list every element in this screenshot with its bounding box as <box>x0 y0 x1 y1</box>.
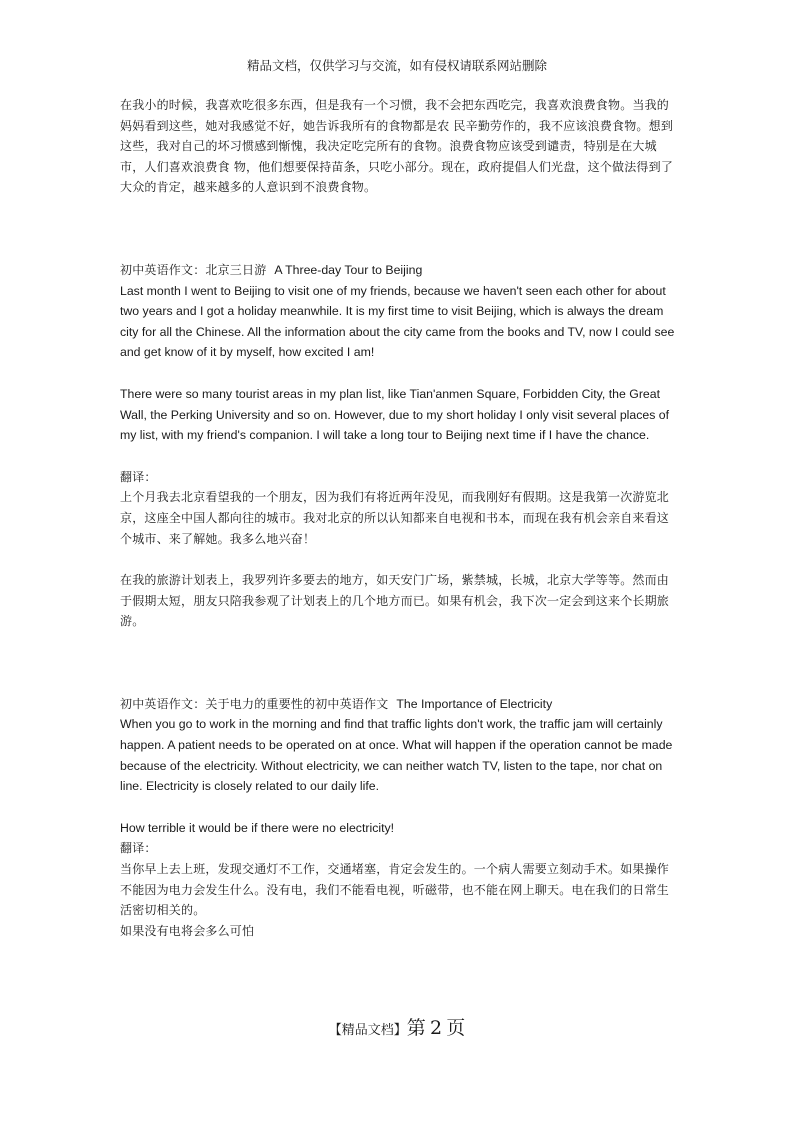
footer-page-prefix: 第 <box>406 1017 426 1039</box>
paragraph-spacer <box>120 797 680 818</box>
essay2-paragraph-1: When you go to work in the morning and find that traffic lights don't work, the traffic jam will certainly happen. A patient needs to be operated on at once. What will happen if the operation cannot be made because of the electricity. Without electricity, we can neither watch TV, listen to the tape, nor chat on line. Electricity is closely related to our daily life. <box>120 717 673 794</box>
page-header <box>0 58 794 74</box>
essay2-title-en: The Importance of Electricity <box>396 696 553 711</box>
essay1-paragraph-1: Last month I went to Beijing to visit one of my friends, because we haven't seen each other for about two years and I got a holiday meanwhile. It is my first time to visit Beijing, which is always the dream city for all the Chinese. All the information about the city came from the books and TV, now I could see and get know of it by myself, how excited I am! <box>120 283 675 360</box>
essay1-title-en: A Three-day Tour to Beijing <box>274 262 423 277</box>
essay1-translation-label: 翻译： <box>120 469 157 484</box>
paragraph-spacer <box>120 549 680 570</box>
paragraph-spacer <box>120 363 680 384</box>
intro-paragraph: 在我小的时候，我喜欢吃很多东西，但是我有一个习惯，我不会把东西吃完，我喜欢浪费食物。当我的妈妈看到这些，她对我感觉不好，她告诉我所有的食物都是农 民辛勤劳作的，我不应该浪费食物。想到这些，我对自己的坏习惯感到惭愧，我决定吃完所有的食物。浪费食物应该受到谴责，特别是在大城市，人们喜欢浪费食 物，他们想要保持苗条，只吃小部分。现在，政府提倡人们光盘，这个做法得到了大众的肯定，越来越多的人意识到不浪费食物。 <box>120 98 674 195</box>
footer-label: 【精品文档】 <box>328 1023 407 1038</box>
paragraph-spacer <box>120 446 680 467</box>
essay2-translation-label: 翻译： <box>120 841 157 856</box>
page-footer <box>0 1016 794 1043</box>
essay2-translation-2: 如果没有电将会多么可怕 <box>120 923 255 938</box>
document-body <box>120 95 680 941</box>
essay2-translation-1: 当你早上去上班，发现交通灯不工作，交通堵塞，肯定会发生的。一个病人需要立刻动手术。如果操作不能因为电力会发生什么。没有电，我们不能看电视，听磁带，也不能在网上聊天。电在我们的日常生活密切相关的。 <box>120 862 670 918</box>
essay1-paragraph-2: There were so many tourist areas in my plan list, like Tian'anmen Square, Forbidden City, the Great Wall, the Perking University and so on. However, due to my short holiday I only visit several places of my list, with my friend's companion. I will take a long tour to Beijing next time if I have the chance. <box>120 386 670 443</box>
essay2-title-zh: 初中英语作文：关于电力的重要性的初中英语作文 <box>120 696 389 711</box>
section-spacer <box>120 632 680 694</box>
essay1-title <box>120 260 680 281</box>
essay1-translation-1: 上个月我去北京看望我的一个朋友，因为我们有将近两年没见，而我刚好有假期。这是我第一次游览北京，这座全中国人都向往的城市。我对北京的所以认知都来自电视和书本，而现在我有机会亲自来看这个城市、来了解她。我多么地兴奋！ <box>120 490 670 546</box>
footer-page-number: 2 <box>429 1017 443 1039</box>
header-text: 精品文档，仅供学习与交流，如有侵权请联系网站删除 <box>246 58 547 73</box>
essay1-title-zh: 初中英语作文：北京三日游 <box>120 262 267 277</box>
essay1-translation-2: 在我的旅游计划表上，我罗列许多要去的地方，如天安门广场，紫禁城，长城，北京大学等等。然而由于假期太短，朋友只陪我参观了计划表上的几个地方而已。如果有机会，我下次一定会到这来个长期旅游。 <box>120 573 670 629</box>
section-spacer <box>120 198 680 260</box>
footer-page-suffix: 页 <box>446 1017 466 1039</box>
essay2-title <box>120 694 680 715</box>
essay2-paragraph-2: How terrible it would be if there were no electricity! <box>120 820 395 835</box>
